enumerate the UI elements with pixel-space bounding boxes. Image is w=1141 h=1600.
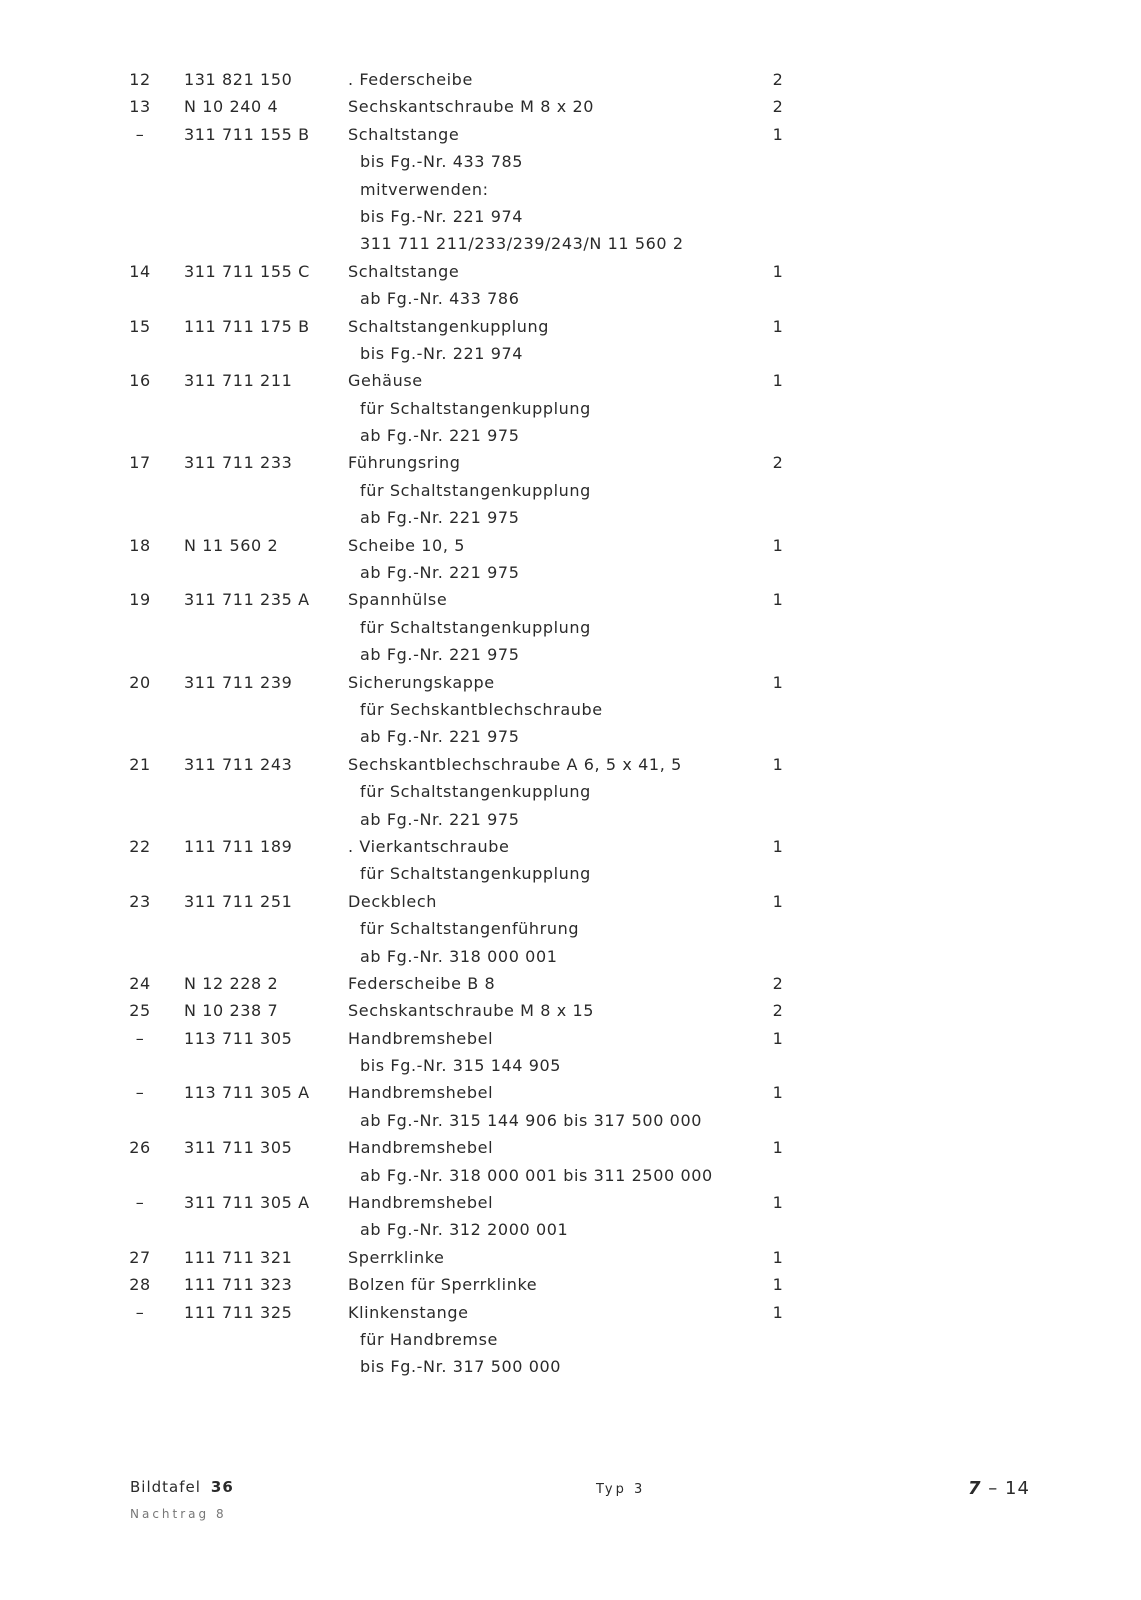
quantity: 1 — [772, 1247, 784, 1267]
table-row — [0, 449, 1141, 476]
part-description: bis Fg.-Nr. 221 974 — [360, 343, 524, 363]
page-number — [968, 1478, 1030, 1499]
part-description: Bolzen für Sperrklinke — [348, 1275, 538, 1295]
position-number: – — [135, 124, 145, 144]
part-number: 311 711 211 — [184, 371, 293, 391]
table-row — [0, 1271, 1141, 1298]
part-description: für Sechskantblechschraube — [360, 699, 603, 719]
table-row-note — [0, 340, 1141, 367]
part-description: Sperrklinke — [348, 1247, 445, 1267]
table-row — [0, 669, 1141, 696]
part-description: für Schaltstangenkupplung — [360, 782, 591, 802]
quantity: 1 — [772, 672, 784, 692]
part-description: ab Fg.-Nr. 221 975 — [360, 426, 520, 446]
position-number: 17 — [129, 453, 151, 473]
part-description: bis Fg.-Nr. 433 785 — [360, 152, 524, 172]
part-description: Führungsring — [348, 453, 461, 473]
position-number: 14 — [129, 261, 151, 281]
table-row-note — [0, 1052, 1141, 1079]
quantity: 1 — [772, 1193, 784, 1213]
part-number: 131 821 150 — [184, 70, 293, 89]
table-row-note — [0, 477, 1141, 504]
table-row-note — [0, 176, 1141, 203]
position-number: 18 — [129, 535, 151, 555]
quantity: 1 — [772, 124, 784, 144]
part-description: . Federscheibe — [348, 70, 473, 89]
table-row-note — [0, 860, 1141, 887]
table-row-note — [0, 1162, 1141, 1189]
part-description: Handbremshebel — [348, 1138, 494, 1158]
table-row — [0, 1079, 1141, 1106]
quantity: 1 — [772, 1302, 784, 1322]
quantity: 1 — [772, 836, 784, 856]
page-group: 7 — [968, 1478, 982, 1499]
part-number: 311 711 305 A — [184, 1193, 310, 1213]
quantity: 1 — [772, 371, 784, 391]
part-description: Handbremshebel — [348, 1028, 494, 1048]
position-number: 12 — [129, 70, 151, 89]
part-description: Handbremshebel — [348, 1193, 494, 1213]
position-number: 23 — [129, 891, 151, 911]
table-row — [0, 751, 1141, 778]
table-row — [0, 970, 1141, 997]
plate-reference — [130, 1478, 234, 1496]
quantity: 1 — [772, 1083, 784, 1103]
table-row — [0, 586, 1141, 613]
part-number: 311 711 233 — [184, 453, 293, 473]
part-description: Handbremshebel — [348, 1083, 494, 1103]
table-row — [0, 997, 1141, 1024]
part-description: bis Fg.-Nr. 221 974 — [360, 206, 524, 226]
position-number: 13 — [129, 97, 151, 117]
part-description: ab Fg.-Nr. 221 975 — [360, 563, 520, 583]
part-number: 311 711 239 — [184, 672, 293, 692]
position-number: 28 — [129, 1275, 151, 1295]
table-row-note — [0, 559, 1141, 586]
part-description: bis Fg.-Nr. 317 500 000 — [360, 1357, 562, 1377]
part-description: für Schaltstangenkupplung — [360, 480, 591, 500]
quantity: 1 — [772, 1028, 784, 1048]
table-row — [0, 833, 1141, 860]
part-number: 111 711 323 — [184, 1275, 293, 1295]
part-number: 311 711 305 — [184, 1138, 293, 1158]
table-row — [0, 532, 1141, 559]
table-row-note — [0, 806, 1141, 833]
part-number: 113 711 305 — [184, 1028, 293, 1048]
part-number: 113 711 305 A — [184, 1083, 310, 1103]
table-row-note — [0, 422, 1141, 449]
table-row — [0, 1025, 1141, 1052]
part-description: Schaltstangenkupplung — [348, 316, 550, 336]
part-number: N 12 228 2 — [184, 973, 279, 993]
part-number: N 10 240 4 — [184, 97, 279, 117]
plate-number: 36 — [210, 1478, 234, 1496]
table-row-note — [0, 1353, 1141, 1380]
part-description: mitverwenden: — [360, 179, 489, 199]
part-description: Spannhülse — [348, 590, 448, 610]
part-number: N 11 560 2 — [184, 535, 279, 555]
part-description: Scheibe 10, 5 — [348, 535, 465, 555]
quantity: 2 — [772, 70, 784, 89]
part-number: 311 711 155 C — [184, 261, 310, 281]
part-description: ab Fg.-Nr. 315 144 906 bis 317 500 000 — [360, 1110, 703, 1130]
part-description: Sechskantschraube M 8 x 15 — [348, 1001, 595, 1021]
table-row — [0, 258, 1141, 285]
part-description: für Schaltstangenkupplung — [360, 398, 591, 418]
part-number: N 10 238 7 — [184, 1001, 279, 1021]
part-number: 111 711 321 — [184, 1247, 293, 1267]
position-number: – — [135, 1302, 145, 1322]
position-number: 26 — [129, 1138, 151, 1158]
table-row-note — [0, 943, 1141, 970]
part-description: ab Fg.-Nr. 318 000 001 bis 311 2500 000 — [360, 1165, 713, 1185]
table-row — [0, 1189, 1141, 1216]
table-row-note — [0, 614, 1141, 641]
part-description: ab Fg.-Nr. 433 786 — [360, 289, 520, 309]
table-row-note — [0, 723, 1141, 750]
part-description: ab Fg.-Nr. 318 000 001 — [360, 946, 558, 966]
table-row-note — [0, 1216, 1141, 1243]
part-number: 311 711 243 — [184, 754, 293, 774]
quantity: 2 — [772, 1001, 784, 1021]
position-number: – — [135, 1193, 145, 1213]
table-row-note — [0, 203, 1141, 230]
part-description: 311 711 211/233/239/243/N 11 560 2 — [360, 234, 684, 254]
quantity: 2 — [772, 453, 784, 473]
page-index: 14 — [1005, 1478, 1030, 1499]
table-row — [0, 313, 1141, 340]
table-row — [0, 1134, 1141, 1161]
table-row-note — [0, 230, 1141, 257]
part-description: ab Fg.-Nr. 221 975 — [360, 645, 520, 665]
table-row-note — [0, 1326, 1141, 1353]
part-description: ab Fg.-Nr. 221 975 — [360, 809, 520, 829]
part-description: Gehäuse — [348, 371, 423, 391]
table-row — [0, 121, 1141, 148]
position-number: – — [135, 1083, 145, 1103]
table-row — [0, 66, 1141, 93]
part-description: Schaltstange — [348, 261, 460, 281]
table-row-note — [0, 395, 1141, 422]
part-description: Sechskantblechschraube A 6, 5 x 41, 5 — [348, 754, 682, 774]
quantity: 2 — [772, 973, 784, 993]
quantity: 1 — [772, 754, 784, 774]
table-row — [0, 1299, 1141, 1326]
part-description: bis Fg.-Nr. 315 144 905 — [360, 1056, 562, 1076]
part-description: Sechskantschraube M 8 x 20 — [348, 97, 595, 117]
quantity: 1 — [772, 891, 784, 911]
part-description: Schaltstange — [348, 124, 460, 144]
table-row-note — [0, 285, 1141, 312]
part-description: Deckblech — [348, 891, 438, 911]
plate-label: Bildtafel — [130, 1478, 201, 1496]
parts-table — [0, 66, 1141, 1381]
position-number: 19 — [129, 590, 151, 610]
table-row-note — [0, 915, 1141, 942]
table-row-note — [0, 641, 1141, 668]
table-row — [0, 888, 1141, 915]
table-row-note — [0, 148, 1141, 175]
position-number: 22 — [129, 836, 151, 856]
quantity: 2 — [772, 97, 784, 117]
part-number: 111 711 189 — [184, 836, 293, 856]
part-description: für Handbremse — [360, 1329, 498, 1349]
table-row-note — [0, 778, 1141, 805]
part-description: für Schaltstangenkupplung — [360, 617, 591, 637]
part-number: 111 711 325 — [184, 1302, 293, 1322]
table-row-note — [0, 1107, 1141, 1134]
quantity: 1 — [772, 261, 784, 281]
quantity: 1 — [772, 1138, 784, 1158]
position-number: 27 — [129, 1247, 151, 1267]
position-number: 24 — [129, 973, 151, 993]
table-row — [0, 93, 1141, 120]
table-row — [0, 1244, 1141, 1271]
position-number: 15 — [129, 316, 151, 336]
part-description: Federscheibe B 8 — [348, 973, 496, 993]
part-description: für Schaltstangenführung — [360, 919, 580, 939]
position-number: 21 — [129, 754, 151, 774]
part-number: 311 711 235 A — [184, 590, 310, 610]
part-description: für Schaltstangenkupplung — [360, 864, 591, 884]
table-row-note — [0, 696, 1141, 723]
part-description: Sicherungskappe — [348, 672, 495, 692]
position-number: 25 — [129, 1001, 151, 1021]
position-number: 16 — [129, 371, 151, 391]
table-row-note — [0, 504, 1141, 531]
position-number: 20 — [129, 672, 151, 692]
part-number: 311 711 155 B — [184, 124, 310, 144]
part-description: Klinkenstange — [348, 1302, 469, 1322]
page-separator: – — [988, 1478, 999, 1499]
part-description: ab Fg.-Nr. 312 2000 001 — [360, 1220, 569, 1240]
supplement-note: Nachtrag 8 — [130, 1507, 227, 1521]
quantity: 1 — [772, 316, 784, 336]
part-number: 311 711 251 — [184, 891, 293, 911]
part-description: . Vierkantschraube — [348, 836, 510, 856]
part-description: ab Fg.-Nr. 221 975 — [360, 727, 520, 747]
quantity: 1 — [772, 590, 784, 610]
quantity: 1 — [772, 535, 784, 555]
position-number: – — [135, 1028, 145, 1048]
quantity: 1 — [772, 1275, 784, 1295]
part-description: ab Fg.-Nr. 221 975 — [360, 508, 520, 528]
table-row — [0, 367, 1141, 394]
part-number: 111 711 175 B — [184, 316, 310, 336]
vehicle-type: Typ 3 — [596, 1482, 646, 1497]
